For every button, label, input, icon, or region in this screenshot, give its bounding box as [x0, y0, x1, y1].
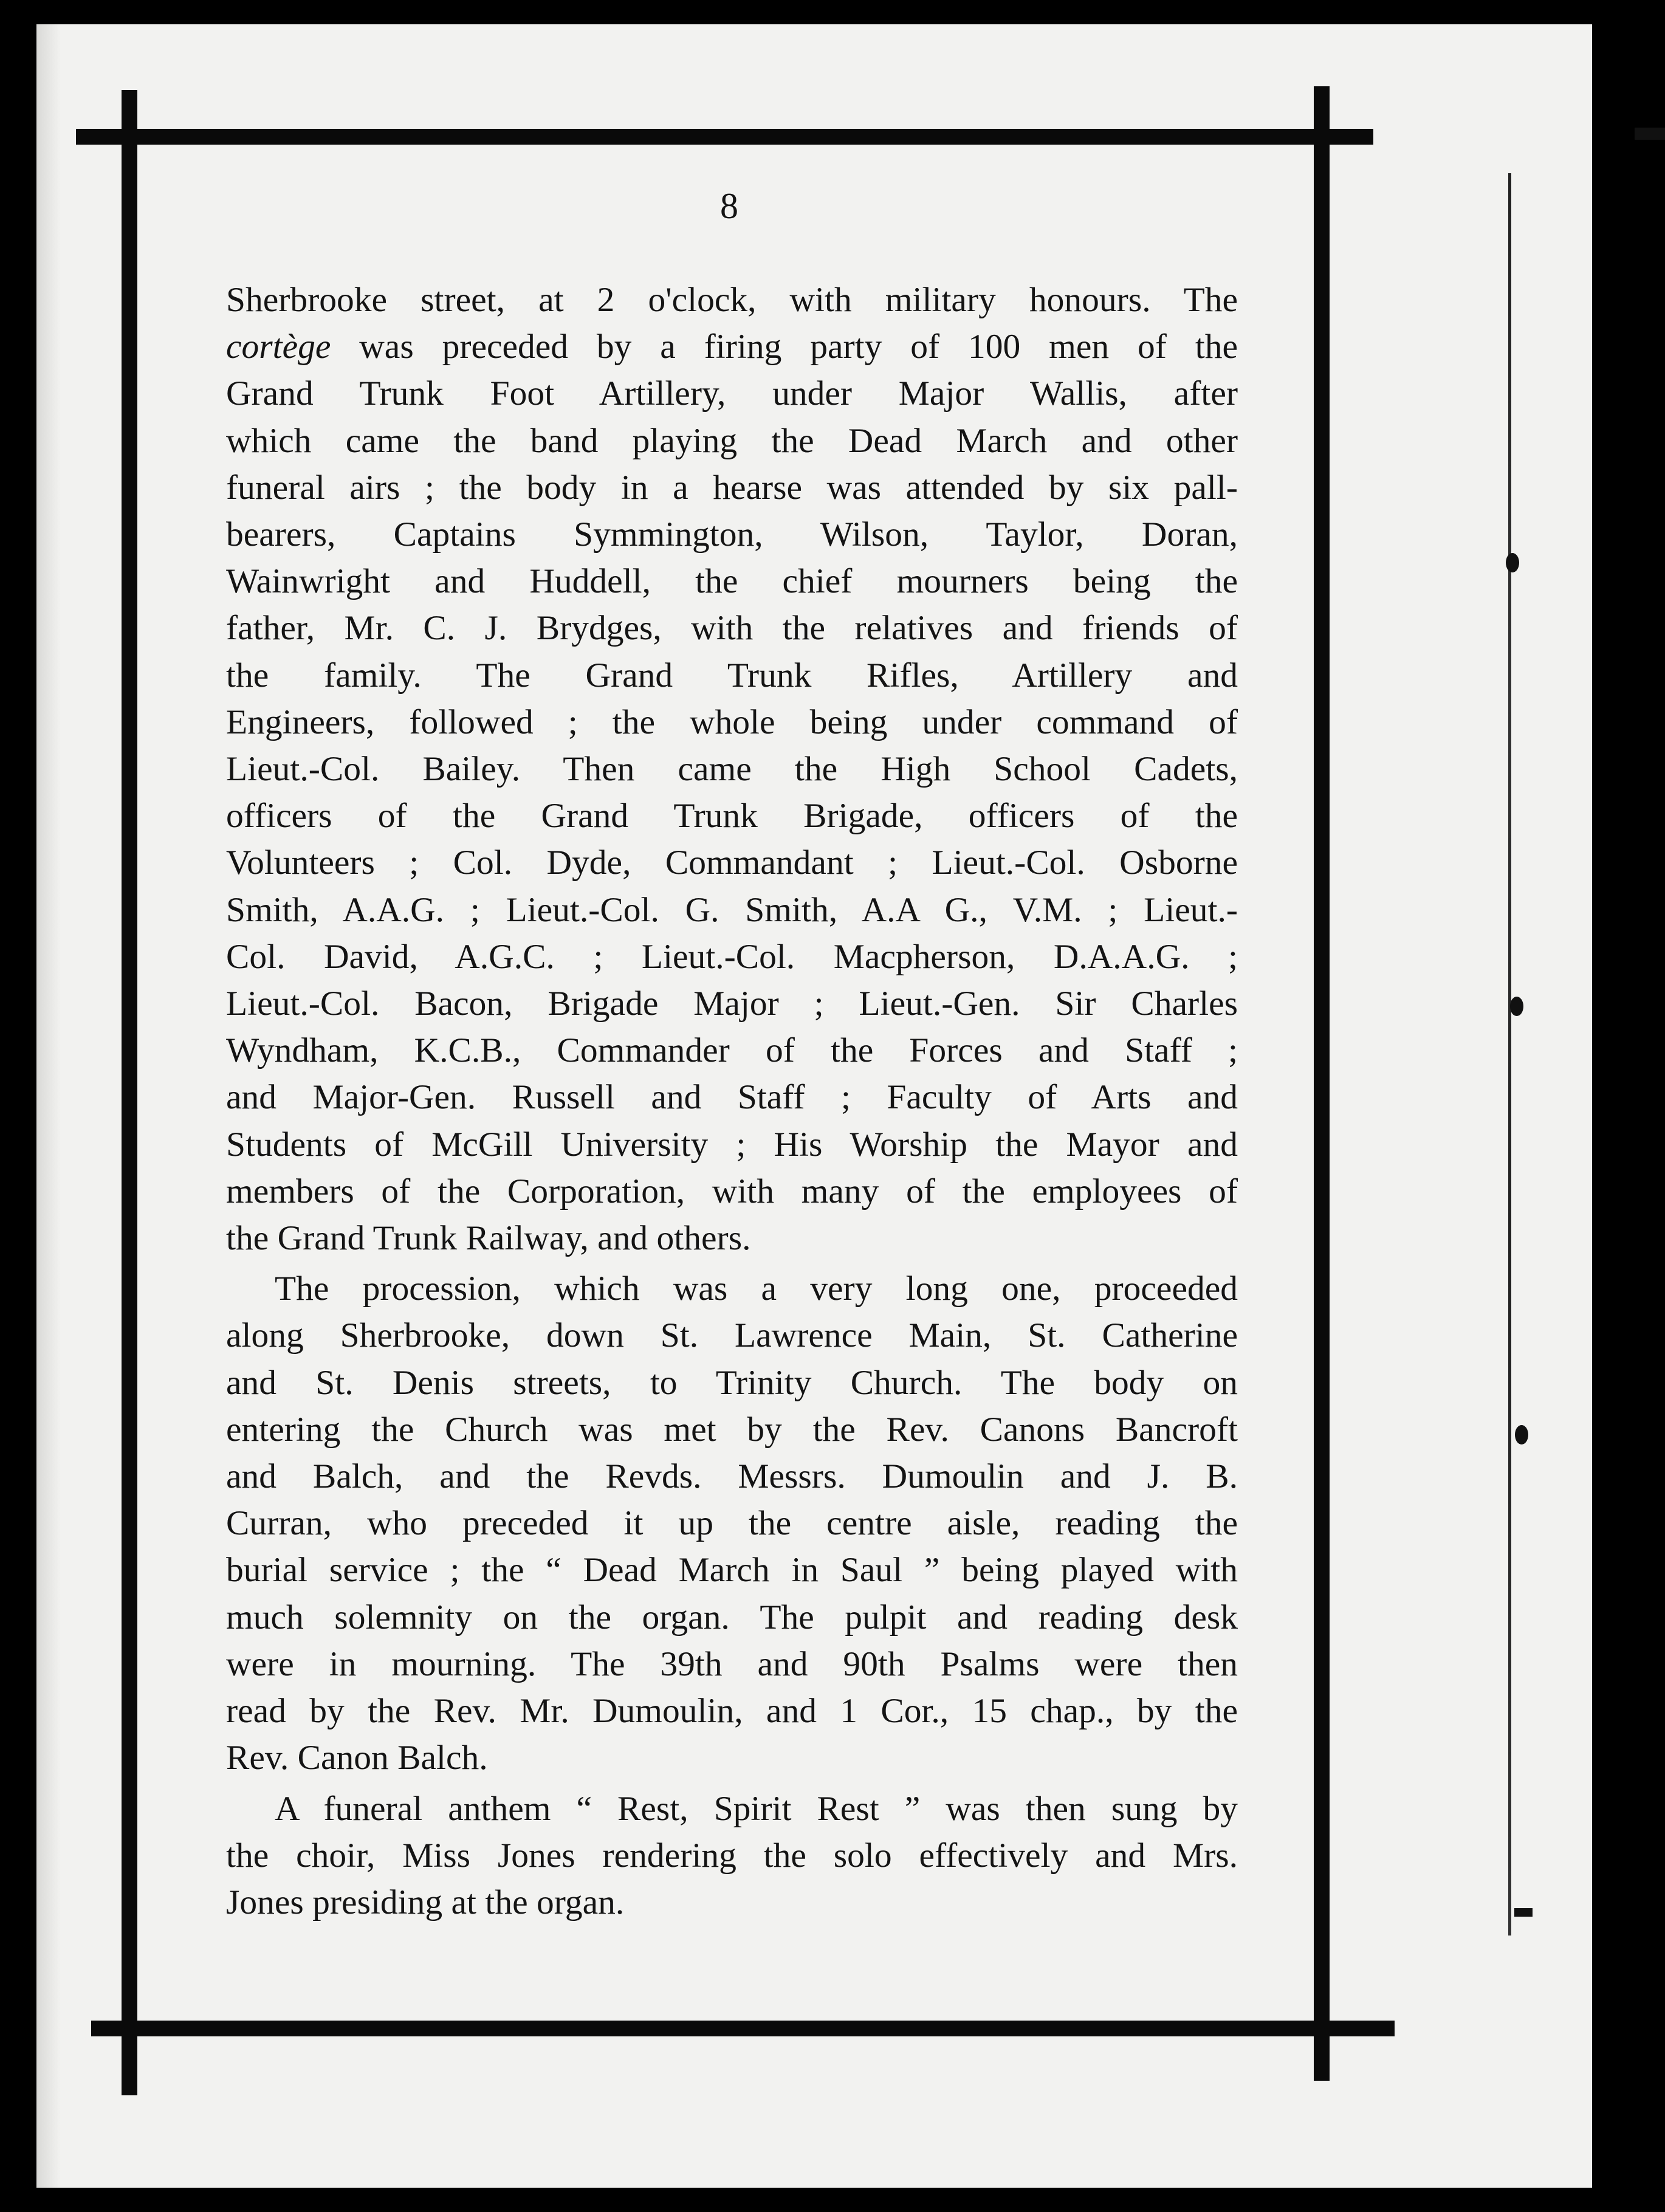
border-rule-bottom: [91, 2021, 1395, 2036]
next-leaf-corner-fragment: [1514, 1908, 1533, 1917]
text-line: [226, 1734, 1238, 1781]
line-text: and Balch, and the Revds. Messrs. Dumoulin and J. B.: [226, 1457, 1238, 1496]
line-text: father, Mr. C. J. Brydges, with the relatives and friends of: [226, 609, 1238, 648]
text-line: [226, 464, 1238, 511]
line-text: Lieut.-Col. Bailey. Then came the High School Cadets,: [226, 750, 1238, 789]
text-line: [226, 417, 1238, 464]
line-text: Lieut.-Col. Bacon, Brigade Major ; Lieut.-Gen. Sir Charles: [226, 984, 1238, 1023]
next-leaf-border-fragment: [1508, 173, 1511, 1935]
text-line: [226, 792, 1238, 839]
text-line: [226, 370, 1238, 417]
text-line: [226, 1547, 1238, 1593]
line-text: read by the Rev. Mr. Dumoulin, and 1 Cor., 15 chap., by the: [226, 1692, 1238, 1731]
line-text: The procession, which was a very long one, proceeded: [275, 1269, 1238, 1308]
text-line: [226, 1265, 1238, 1312]
line-text: was preceded by a firing party of 100 men of the: [331, 328, 1238, 366]
line-text: Rev. Canon Balch.: [226, 1739, 488, 1777]
text-line: [226, 558, 1238, 605]
border-rule-right: [1314, 86, 1330, 2081]
line-text: bearers, Captains Symmington, Wilson, Taylor, Doran,: [226, 515, 1238, 554]
line-text: and St. Denis streets, to Trinity Church. The body on: [226, 1363, 1238, 1402]
next-leaf-rule-fragment: [1635, 128, 1665, 140]
text-line: [226, 276, 1238, 323]
line-text: Col. David, A.G.C. ; Lieut.-Col. Macpherson, D.A.A.G. ;: [226, 937, 1238, 976]
border-rule-left: [122, 90, 137, 2095]
text-line: [226, 980, 1238, 1027]
line-text: burial service ; the “ Dead March in Saul ” being played with: [226, 1551, 1238, 1590]
text-line: [226, 699, 1238, 746]
line-text: the family. The Grand Trunk Rifles, Artillery and: [226, 656, 1238, 695]
page-gutter-shadow: [36, 24, 61, 2188]
line-text: Grand Trunk Foot Artillery, under Major Wallis, after: [226, 374, 1238, 413]
border-rule-top: [76, 129, 1373, 145]
text-line: [226, 1215, 1238, 1262]
line-text: along Sherbrooke, down St. Lawrence Main, St. Catherine: [226, 1316, 1238, 1355]
line-text: Curran, who preceded it up the centre aisle, reading the: [226, 1504, 1238, 1543]
line-text: A funeral anthem “ Rest, Spirit Rest ” was then sung by: [275, 1789, 1238, 1828]
line-text: entering the Church was met by the Rev. Canons Bancroft: [226, 1410, 1238, 1449]
binding-hole-mark: [1506, 553, 1519, 572]
text-line: [226, 1641, 1238, 1688]
binding-hole-mark: [1515, 1425, 1528, 1444]
line-text: were in mourning. The 39th and 90th Psalms were then: [226, 1644, 1238, 1683]
text-line: [226, 1312, 1238, 1359]
line-text: Engineers, followed ; the whole being under command of: [226, 702, 1238, 741]
text-line: [226, 1121, 1238, 1168]
binding-hole-mark: [1510, 997, 1523, 1016]
body-text: [226, 276, 1238, 1926]
text-line: [226, 1500, 1238, 1547]
text-line: [226, 746, 1238, 792]
line-text: Volunteers ; Col. Dyde, Commandant ; Lieut.-Col. Osborne: [226, 843, 1238, 882]
line-text: much solemnity on the organ. The pulpit and reading desk: [226, 1598, 1238, 1637]
line-text: Students of McGill University ; His Worship the Mayor and: [226, 1125, 1238, 1164]
text-line: [226, 511, 1238, 558]
line-text: and Major-Gen. Russell and Staff ; Faculty of Arts and: [226, 1078, 1238, 1117]
text-line: [226, 887, 1238, 933]
line-text: Jones presiding at the organ.: [226, 1883, 625, 1922]
text-line: [226, 1594, 1238, 1641]
text-line: [226, 1168, 1238, 1215]
page-number: 8: [720, 186, 738, 226]
text-line: [226, 1359, 1238, 1406]
line-text: Sherbrooke street, at 2 o'clock, with military honours. The: [226, 281, 1238, 319]
text-line: [226, 323, 1238, 370]
text-line: [226, 1027, 1238, 1074]
line-text: officers of the Grand Trunk Brigade, officers of the: [226, 797, 1238, 836]
text-line: [226, 1406, 1238, 1453]
line-text: which came the band playing the Dead March and other: [226, 421, 1238, 460]
text-line: [226, 1785, 1238, 1832]
italic-word: cortège: [226, 328, 331, 366]
text-line: [226, 1688, 1238, 1734]
line-text: Smith, A.A.G. ; Lieut.-Col. G. Smith, A.A G., V.M. ; Lieut.-: [226, 890, 1238, 929]
text-line: [226, 652, 1238, 699]
text-line: [226, 1074, 1238, 1121]
text-line: [226, 605, 1238, 651]
text-line: [226, 933, 1238, 980]
line-text: members of the Corporation, with many of the employees of: [226, 1172, 1238, 1211]
text-line: [226, 1832, 1238, 1879]
text-line: [226, 839, 1238, 886]
text-line: [226, 1453, 1238, 1500]
line-text: the choir, Miss Jones rendering the solo effectively and Mrs.: [226, 1836, 1238, 1875]
line-text: funeral airs ; the body in a hearse was attended by six pall-: [226, 468, 1238, 507]
line-text: the Grand Trunk Railway, and others.: [226, 1219, 751, 1258]
line-text: Wainwright and Huddell, the chief mourners being the: [226, 562, 1238, 601]
line-text: Wyndham, K.C.B., Commander of the Forces and Staff ;: [226, 1031, 1238, 1070]
text-line: [226, 1879, 1238, 1926]
